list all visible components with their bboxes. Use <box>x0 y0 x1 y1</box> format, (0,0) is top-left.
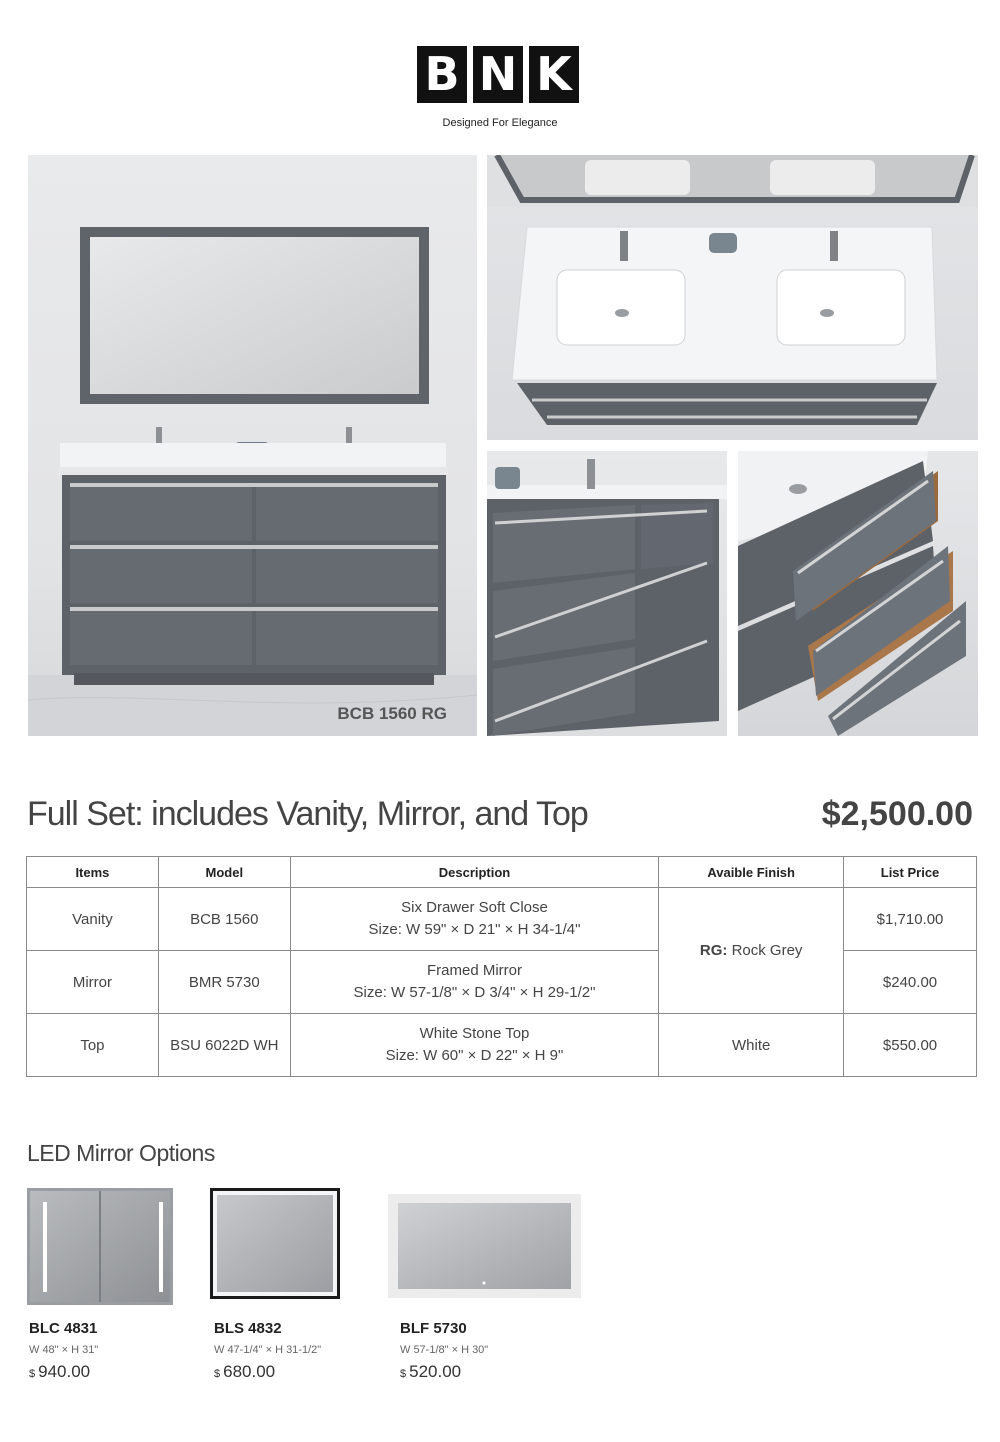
item-cell: Mirror <box>27 951 159 1014</box>
led-option-name: BLS 4832 <box>214 1320 282 1337</box>
description-line: Six Drawer Soft Close <box>401 899 548 916</box>
description-cell <box>290 1014 659 1077</box>
full-set-title: Full Set: includes Vanity, Mirror, and Top <box>27 795 588 833</box>
vanity-top-photo <box>487 155 978 440</box>
size-line: Size: W 57-1/8" × D 3/4" × H 29-1/2" <box>353 984 596 1001</box>
led-option-size: W 47-1/4" × H 31-1/2" <box>214 1344 322 1356</box>
currency-symbol: $ <box>400 1368 407 1380</box>
price-cell: $550.00 <box>844 1014 977 1077</box>
led-option-size: W 57-1/8" × H 30" <box>400 1344 489 1356</box>
currency-symbol: $ <box>214 1368 221 1380</box>
currency-symbol: $ <box>29 1368 36 1380</box>
backlit-led-mirror-illustration <box>388 1194 581 1298</box>
price-cell: $1,710.00 <box>844 888 977 951</box>
spec-table <box>26 856 977 1077</box>
full-set-price: $2,500.00 <box>821 795 973 833</box>
size-line: Size: W 59" × D 21" × H 34-1/4" <box>368 921 581 938</box>
double-sink-illustration <box>487 155 978 440</box>
led-option-name: BLF 5730 <box>400 1320 467 1337</box>
item-cell: Top <box>27 1014 159 1077</box>
side-cabinet-illustration <box>487 451 727 736</box>
led-mirror-title: LED Mirror Options <box>27 1140 215 1166</box>
logo-letter-b: B <box>417 46 467 103</box>
vanity-front-illustration <box>28 155 477 736</box>
vanity-side-photo <box>487 451 727 736</box>
led-option-name: BLC 4831 <box>29 1320 98 1337</box>
item-cell: Vanity <box>27 888 159 951</box>
finish-cell-rock-grey <box>659 888 844 1014</box>
led-option-price <box>214 1362 275 1382</box>
logo-letter-n: N <box>473 46 523 103</box>
led-option-size: W 48" × H 31" <box>29 1344 99 1356</box>
model-cell: BSU 6022D WH <box>158 1014 290 1077</box>
description-cell <box>290 888 659 951</box>
brand-tagline: Designed For Elegance <box>442 117 558 129</box>
finish-name: Rock Grey <box>731 942 803 959</box>
led-mirror-image-blc <box>27 1188 173 1305</box>
price-value: 680.00 <box>223 1362 276 1381</box>
model-cell: BMR 5730 <box>158 951 290 1014</box>
header-items: Items <box>27 857 159 888</box>
led-mirror-image-blf <box>388 1194 581 1298</box>
open-drawers-illustration <box>738 451 978 736</box>
table-row <box>27 888 977 951</box>
medicine-cabinet-illustration <box>27 1188 173 1305</box>
finish-code: RG: <box>699 942 728 959</box>
description-line: White Stone Top <box>419 1025 530 1042</box>
size-line: Size: W 60" × D 22" × H 9" <box>385 1047 564 1064</box>
spec-table-header-row <box>27 857 977 888</box>
model-cell: BCB 1560 <box>158 888 290 951</box>
table-row <box>27 1014 977 1077</box>
main-photo-model-tag: BCB 1560 RG <box>337 704 447 723</box>
vanity-drawer-photo <box>738 451 978 736</box>
price-value: 520.00 <box>409 1362 462 1381</box>
price-value: 940.00 <box>38 1362 91 1381</box>
description-cell <box>290 951 659 1014</box>
description-line: Framed Mirror <box>426 962 522 979</box>
price-cell: $240.00 <box>844 951 977 1014</box>
led-option-price <box>29 1362 90 1382</box>
framed-led-mirror-illustration <box>210 1188 340 1299</box>
logo-letter-k: K <box>529 46 579 103</box>
header-finish: Avaible Finish <box>659 857 844 888</box>
finish-cell-white: White <box>659 1014 844 1077</box>
header-list-price: List Price <box>844 857 977 888</box>
vanity-front-photo <box>28 155 477 736</box>
brand-logo <box>417 46 587 103</box>
header-model: Model <box>158 857 290 888</box>
led-option-price <box>400 1362 461 1382</box>
led-mirror-image-bls <box>210 1188 340 1299</box>
header-description: Description <box>290 857 659 888</box>
